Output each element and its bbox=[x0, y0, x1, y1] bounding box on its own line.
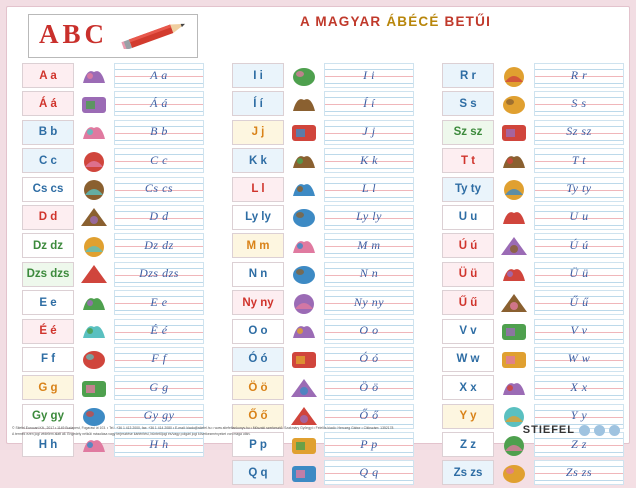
hen-icon bbox=[496, 177, 532, 202]
clock-icon bbox=[286, 347, 322, 372]
letter-cell: Ú ú bbox=[442, 233, 494, 258]
footer-copyright bbox=[12, 426, 482, 438]
man-icon bbox=[286, 375, 322, 400]
snail-icon bbox=[76, 177, 112, 202]
title-word-3: BETŰI bbox=[444, 14, 492, 29]
cursive-cell bbox=[534, 177, 624, 202]
cursive-cell bbox=[324, 319, 414, 344]
alphabet-row bbox=[442, 147, 624, 175]
cursive-text: Dz dz bbox=[144, 237, 174, 252]
quiz-icon bbox=[286, 460, 322, 485]
cursive-cell bbox=[534, 347, 624, 372]
letter-cell: U u bbox=[442, 205, 494, 230]
cursive-text: W w bbox=[567, 351, 591, 366]
letter-cell: O o bbox=[232, 319, 284, 344]
letter-cell: Cs cs bbox=[22, 177, 74, 202]
alphabet-row bbox=[232, 374, 414, 402]
cursive-text: V v bbox=[570, 323, 588, 338]
abc-logo-letters bbox=[39, 19, 108, 50]
cursive-text: A a bbox=[150, 67, 168, 82]
forest-icon bbox=[76, 319, 112, 344]
cursive-text: Ő ő bbox=[359, 408, 379, 423]
letter-cell: Ő ő bbox=[232, 404, 284, 429]
alphabet-row bbox=[232, 147, 414, 175]
letter-cell: S s bbox=[442, 91, 494, 116]
cursive-text: X x bbox=[570, 379, 588, 394]
cursive-cell bbox=[534, 262, 624, 287]
letter-cell: P p bbox=[232, 432, 284, 457]
bumblebee-icon bbox=[76, 233, 112, 258]
cursive-text: Dzs dzs bbox=[139, 266, 179, 281]
letter-cell: Dzs dzs bbox=[22, 262, 74, 287]
cursive-cell bbox=[534, 233, 624, 258]
mushroom-icon bbox=[76, 375, 112, 400]
alphabet-row bbox=[22, 176, 204, 204]
cursive-cell bbox=[324, 120, 414, 145]
alphabet-row bbox=[232, 90, 414, 118]
letter-cell: T t bbox=[442, 148, 494, 173]
airplane-icon bbox=[76, 91, 112, 116]
cursive-text: L l bbox=[361, 181, 377, 196]
cucumber-icon bbox=[496, 205, 532, 230]
alphabet-row bbox=[22, 204, 204, 232]
letter-cell: Sz sz bbox=[442, 120, 494, 145]
cursive-cell bbox=[324, 460, 414, 485]
cursive-text: Ty ty bbox=[566, 181, 592, 196]
cursive-text: Ny ny bbox=[353, 294, 385, 309]
cursive-text: Ü ü bbox=[569, 266, 589, 281]
cursive-text: J j bbox=[362, 124, 376, 139]
letter-cell: B b bbox=[22, 120, 74, 145]
cursive-text: F f bbox=[151, 351, 167, 366]
cursive-cell bbox=[114, 319, 204, 344]
title-word-1: A MAGYAR bbox=[300, 14, 382, 29]
cursive-cell bbox=[114, 404, 204, 429]
letter-cell: É é bbox=[22, 319, 74, 344]
alphabet-row bbox=[442, 232, 624, 260]
sausage-icon bbox=[496, 347, 532, 372]
alphabet-column-2 bbox=[232, 62, 414, 488]
alphabet-row bbox=[232, 119, 414, 147]
cursive-text: R r bbox=[570, 67, 588, 82]
alphabet-row bbox=[442, 318, 624, 346]
cursive-text: P p bbox=[360, 436, 378, 451]
alphabet-row bbox=[22, 261, 204, 289]
cursive-cell bbox=[114, 63, 204, 88]
cursive-cell bbox=[324, 233, 414, 258]
cursive-cell bbox=[324, 290, 414, 315]
alphabet-row bbox=[22, 62, 204, 90]
heart-icon bbox=[496, 120, 532, 145]
page-title bbox=[300, 14, 491, 29]
cursive-text: Ly ly bbox=[356, 209, 382, 224]
cursive-text: Í í bbox=[363, 95, 375, 110]
letter-cell: C c bbox=[22, 148, 74, 173]
cursive-text: Q q bbox=[359, 464, 379, 479]
alphabet-row bbox=[442, 204, 624, 232]
alphabet-row bbox=[232, 261, 414, 289]
logo-letter-a: A bbox=[39, 19, 63, 49]
apple-icon bbox=[76, 63, 112, 88]
alphabet-row bbox=[22, 374, 204, 402]
cursive-text: N n bbox=[359, 266, 379, 281]
alphabet-row bbox=[232, 176, 414, 204]
alphabet-row bbox=[442, 261, 624, 289]
cursive-text: C c bbox=[150, 152, 168, 167]
brand-dot-3 bbox=[609, 425, 620, 436]
tree-icon bbox=[76, 347, 112, 372]
alphabet-row bbox=[232, 232, 414, 260]
horse-icon bbox=[286, 177, 322, 202]
cursive-text: Á á bbox=[150, 95, 168, 110]
alphabet-row bbox=[22, 318, 204, 346]
letter-cell: M m bbox=[232, 233, 284, 258]
letter-cell: K k bbox=[232, 148, 284, 173]
deer-stag-icon bbox=[286, 404, 322, 429]
umbrella-icon bbox=[76, 290, 112, 315]
frog-icon bbox=[76, 120, 112, 145]
letter-cell: Ü ü bbox=[442, 262, 494, 287]
cursive-text: Y y bbox=[570, 408, 588, 423]
letter-cell: J j bbox=[232, 120, 284, 145]
letter-cell: G g bbox=[22, 375, 74, 400]
walnut-icon bbox=[76, 205, 112, 230]
cursive-cell bbox=[324, 262, 414, 287]
cursive-text: T t bbox=[571, 152, 587, 167]
letter-cell: Ö ö bbox=[232, 375, 284, 400]
cursive-text: Sz sz bbox=[566, 124, 592, 139]
brand-dot-1 bbox=[579, 425, 590, 436]
alphabet-row bbox=[232, 318, 414, 346]
cursive-text: H h bbox=[149, 436, 169, 451]
letter-cell: F f bbox=[22, 347, 74, 372]
alphabet-row bbox=[442, 62, 624, 90]
alphabet-row bbox=[22, 232, 204, 260]
letter-cell: Ű ű bbox=[442, 290, 494, 315]
brand-name: STIEFEL bbox=[522, 424, 575, 436]
cursive-text: E e bbox=[150, 294, 168, 309]
letter-cell: X x bbox=[442, 375, 494, 400]
carrot-icon bbox=[496, 63, 532, 88]
cursive-text: K k bbox=[360, 152, 378, 167]
alphabet-row bbox=[442, 90, 624, 118]
logo-letter-b: B bbox=[62, 19, 85, 49]
goat-icon bbox=[286, 148, 322, 173]
letter-cell: A a bbox=[22, 63, 74, 88]
cursive-cell bbox=[114, 233, 204, 258]
footer-line-2: A termék ezen jogi védelem alatt áll. Engedély nélküli másolása vagy terjesztése kártérítési, büntetőjogi és/vagy polgári jogi következményeket von maga után. bbox=[12, 432, 251, 437]
balloon-icon bbox=[286, 205, 322, 230]
letter-cell: Gy gy bbox=[22, 404, 74, 429]
cursive-cell bbox=[534, 63, 624, 88]
cursive-cell bbox=[324, 148, 414, 173]
alphabet-row bbox=[442, 289, 624, 317]
alphabet-column-1 bbox=[22, 62, 204, 459]
jeep-icon bbox=[76, 262, 112, 287]
cursive-cell bbox=[324, 404, 414, 429]
alphabet-row bbox=[442, 459, 624, 487]
cursive-cell bbox=[114, 347, 204, 372]
cursive-text: O o bbox=[359, 323, 379, 338]
cursive-cell bbox=[324, 91, 414, 116]
alphabet-row bbox=[232, 459, 414, 487]
cursive-text: Cs cs bbox=[144, 181, 174, 196]
cursive-text: Ú ú bbox=[569, 237, 589, 252]
letter-cell: Ty ty bbox=[442, 177, 494, 202]
cursive-cell bbox=[114, 375, 204, 400]
duckling-icon bbox=[286, 262, 322, 287]
cursive-cell bbox=[324, 347, 414, 372]
deer-icon bbox=[286, 120, 322, 145]
cursive-cell bbox=[114, 148, 204, 173]
train-icon bbox=[496, 319, 532, 344]
cow-icon bbox=[496, 148, 532, 173]
cursive-cell bbox=[114, 120, 204, 145]
cursive-cell bbox=[324, 205, 414, 230]
cursive-cell bbox=[114, 262, 204, 287]
letter-cell: W w bbox=[442, 347, 494, 372]
alphabet-row bbox=[232, 62, 414, 90]
brand-logo bbox=[523, 424, 620, 436]
alphabet-row bbox=[232, 204, 414, 232]
letter-cell: I i bbox=[232, 63, 284, 88]
alphabet-row bbox=[442, 374, 624, 402]
alphabet-row bbox=[442, 176, 624, 204]
letter-cell: Ny ny bbox=[232, 290, 284, 315]
cursive-text: U u bbox=[569, 209, 589, 224]
swimmer-icon bbox=[496, 233, 532, 258]
cursive-cell bbox=[324, 63, 414, 88]
school-icon bbox=[286, 63, 322, 88]
letter-cell: V v bbox=[442, 319, 494, 344]
cursive-text: É é bbox=[150, 323, 168, 338]
match-icon bbox=[76, 404, 112, 429]
letter-cell: Ly ly bbox=[232, 205, 284, 230]
alphabet-row bbox=[442, 119, 624, 147]
astronaut-icon bbox=[496, 290, 532, 315]
cursive-cell bbox=[534, 460, 624, 485]
cursive-text: I i bbox=[363, 67, 375, 82]
letter-cell: Ó ó bbox=[232, 347, 284, 372]
abc-logo-box bbox=[28, 14, 198, 58]
cursive-text: S s bbox=[571, 95, 587, 110]
letter-cell: Z z bbox=[442, 432, 494, 457]
cursive-cell bbox=[114, 177, 204, 202]
cursive-cell bbox=[534, 91, 624, 116]
cursive-cell bbox=[534, 148, 624, 173]
cursive-text: Z z bbox=[571, 436, 587, 451]
cursive-cell bbox=[324, 375, 414, 400]
alphabet-row bbox=[232, 289, 414, 317]
cursive-text: Ű ű bbox=[569, 294, 589, 309]
alphabet-row bbox=[22, 289, 204, 317]
letter-cell: D d bbox=[22, 205, 74, 230]
cursive-text: Ö ö bbox=[359, 379, 379, 394]
letter-cell: E e bbox=[22, 290, 74, 315]
desk-icon bbox=[286, 91, 322, 116]
cursive-cell bbox=[114, 205, 204, 230]
guitar-icon bbox=[286, 319, 322, 344]
cursive-cell bbox=[534, 290, 624, 315]
alphabet-row bbox=[22, 346, 204, 374]
letter-cell: Í í bbox=[232, 91, 284, 116]
hat-icon bbox=[496, 91, 532, 116]
title-word-2: ÁBÉCÉ bbox=[386, 14, 440, 29]
xylophone-icon bbox=[496, 375, 532, 400]
alphabet-row bbox=[232, 346, 414, 374]
logo-letter-c: C bbox=[84, 19, 109, 49]
cursive-text: B b bbox=[150, 124, 168, 139]
rabbit-icon bbox=[286, 290, 322, 315]
cursive-text: Ó ó bbox=[359, 351, 379, 366]
letter-cell: Q q bbox=[232, 460, 284, 485]
letter-cell: Dz dz bbox=[22, 233, 74, 258]
letter-cell: Y y bbox=[442, 404, 494, 429]
giraffe-pair-icon bbox=[496, 460, 532, 485]
cursive-cell bbox=[534, 319, 624, 344]
letter-cell: Á á bbox=[22, 91, 74, 116]
cursive-cell bbox=[534, 120, 624, 145]
cursive-text: D d bbox=[149, 209, 169, 224]
alphabet-row bbox=[442, 346, 624, 374]
cursive-cell bbox=[534, 205, 624, 230]
cursive-text: Zs zs bbox=[565, 464, 593, 479]
letter-cell: N n bbox=[232, 262, 284, 287]
letter-cell: H h bbox=[22, 432, 74, 457]
pencil-icon bbox=[121, 21, 191, 49]
letter-cell: Zs zs bbox=[442, 460, 494, 485]
letter-cell: R r bbox=[442, 63, 494, 88]
brand-dot-2 bbox=[594, 425, 605, 436]
cursive-cell bbox=[534, 375, 624, 400]
alphabet-row bbox=[22, 119, 204, 147]
letter-cell: L l bbox=[232, 177, 284, 202]
alphabet-row bbox=[22, 147, 204, 175]
cursive-text: G g bbox=[149, 379, 169, 394]
footer-line-1: © Stiefel Eurocart Kft., 2017 • 1149 Budapest, Fogarasi út 103. • Tel.: +36 1 413 2000, fax: +36 1 414 2080 • E-mail: kiado@stiefel.hu • www.stiefeltankonyv.hu • Műszaki szerkesztő: Szakmáry Gyöngyi • Felelős kiadó: Herczeg Gábor • Cikkszám: 1352178 bbox=[12, 426, 394, 431]
cursive-cell bbox=[114, 91, 204, 116]
alphabet-row bbox=[22, 90, 204, 118]
cursive-text: M m bbox=[357, 237, 381, 252]
cat-icon bbox=[76, 148, 112, 173]
cursive-text: Gy gy bbox=[143, 408, 175, 423]
cursive-cell bbox=[114, 290, 204, 315]
bear-icon bbox=[286, 233, 322, 258]
cursive-cell bbox=[324, 177, 414, 202]
bottle-icon bbox=[496, 262, 532, 287]
